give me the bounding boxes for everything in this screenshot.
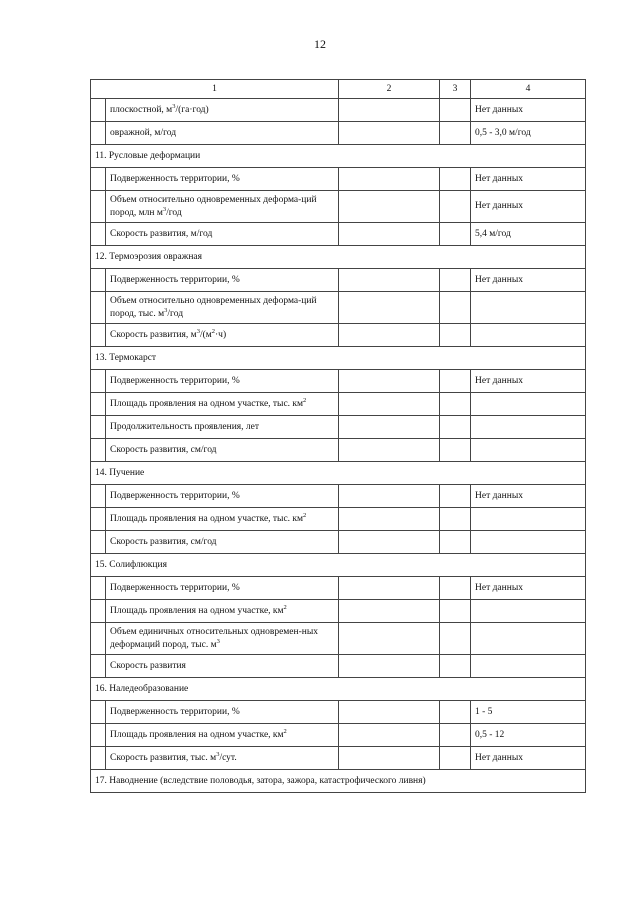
parameter-cell: Подверженность территории, %	[106, 269, 339, 292]
col2-cell	[339, 122, 440, 145]
parameter-cell: Скорость развития, см/год	[106, 439, 339, 462]
indent-cell	[91, 724, 106, 747]
value-cell	[471, 324, 586, 347]
col2-cell	[339, 99, 440, 122]
value-cell: 0,5 - 12	[471, 724, 586, 747]
col2-cell	[339, 269, 440, 292]
value-cell: Нет данных	[471, 485, 586, 508]
col2-cell	[339, 531, 440, 554]
table-row	[91, 531, 586, 554]
col3-cell	[440, 292, 471, 324]
indent-cell	[91, 269, 106, 292]
value-cell: 0,5 - 3,0 м/год	[471, 122, 586, 145]
value-cell: Нет данных	[471, 370, 586, 393]
col3-cell	[440, 439, 471, 462]
superscript-3: 3	[172, 102, 176, 110]
parameter-cell: Площадь проявления на одном участке, тыс. $км^2$	[106, 508, 339, 531]
table-row	[91, 292, 586, 324]
parameter-cell: овражной, м/год	[106, 122, 339, 145]
value-cell	[471, 393, 586, 416]
value-cell	[471, 655, 586, 678]
indent-cell	[91, 531, 106, 554]
table-body	[91, 80, 586, 793]
superscript-3: 3	[216, 637, 220, 645]
col3-cell	[440, 324, 471, 347]
col3-cell	[440, 577, 471, 600]
parameter-cell: Объем относительно одновременных деформа-ций пород, тыс. $м^3$/год	[106, 292, 339, 324]
col3-cell	[440, 269, 471, 292]
table-row	[91, 223, 586, 246]
header-col-4: 4	[471, 80, 586, 99]
section-title: 17. Наводнение (вследствие половодья, затора, зажора, катастрофического ливня)	[91, 770, 586, 793]
col2-cell	[339, 191, 440, 223]
indent-cell	[91, 600, 106, 623]
table-row	[91, 99, 586, 122]
value-cell	[471, 508, 586, 531]
col2-cell	[339, 223, 440, 246]
col3-cell	[440, 623, 471, 655]
col3-cell	[440, 122, 471, 145]
section-row	[91, 770, 586, 793]
parameter-cell: Скорость развития, см/год	[106, 531, 339, 554]
indent-cell	[91, 623, 106, 655]
col2-cell	[339, 508, 440, 531]
table-row	[91, 577, 586, 600]
value-cell	[471, 623, 586, 655]
indent-cell	[91, 655, 106, 678]
parameter-cell: Подверженность территории, %	[106, 701, 339, 724]
section-title: 11. Русловые деформации	[91, 145, 586, 168]
superscript-2: 2	[303, 511, 307, 519]
col3-cell	[440, 191, 471, 223]
parameter-cell: Площадь проявления на одном участке, $км^2$	[106, 600, 339, 623]
section-row	[91, 678, 586, 701]
value-cell: Нет данных	[471, 168, 586, 191]
col2-cell	[339, 292, 440, 324]
indent-cell	[91, 99, 106, 122]
table-header-row	[91, 80, 586, 99]
section-title: 12. Термоэрозия овражная	[91, 246, 586, 269]
parameter-cell: Скорость развития, м/год	[106, 223, 339, 246]
indent-cell	[91, 701, 106, 724]
col2-cell	[339, 724, 440, 747]
superscript-2: 2	[283, 603, 287, 611]
data-table	[90, 79, 586, 793]
header-col-3: 3	[440, 80, 471, 99]
col3-cell	[440, 223, 471, 246]
value-cell	[471, 439, 586, 462]
parameter-cell: Скорость развития	[106, 655, 339, 678]
col2-cell	[339, 416, 440, 439]
col2-cell	[339, 370, 440, 393]
parameter-cell: Подверженность территории, %	[106, 370, 339, 393]
superscript-3: 3	[162, 205, 167, 213]
indent-cell	[91, 292, 106, 324]
value-cell: Нет данных	[471, 99, 586, 122]
indent-cell	[91, 577, 106, 600]
indent-cell	[91, 485, 106, 508]
value-cell: Нет данных	[471, 747, 586, 770]
indent-cell	[91, 122, 106, 145]
table-row	[91, 747, 586, 770]
superscript-3: 3	[216, 750, 220, 758]
parameter-cell: Подверженность территории, %	[106, 485, 339, 508]
table-row	[91, 370, 586, 393]
value-cell	[471, 416, 586, 439]
indent-cell	[91, 223, 106, 246]
indent-cell	[91, 370, 106, 393]
table-row	[91, 269, 586, 292]
col3-cell	[440, 701, 471, 724]
superscript-2: 2	[211, 327, 216, 335]
superscript-2: 2	[283, 727, 287, 735]
col2-cell	[339, 623, 440, 655]
indent-cell	[91, 508, 106, 531]
table-row	[91, 439, 586, 462]
col3-cell	[440, 168, 471, 191]
table-row	[91, 508, 586, 531]
page-number: 12	[314, 37, 326, 51]
col3-cell	[440, 393, 471, 416]
col3-cell	[440, 99, 471, 122]
col2-cell	[339, 168, 440, 191]
col2-cell	[339, 577, 440, 600]
section-title: 15. Солифлюкция	[91, 554, 586, 577]
table-row	[91, 122, 586, 145]
table-row	[91, 324, 586, 347]
col2-cell	[339, 600, 440, 623]
col3-cell	[440, 747, 471, 770]
col2-cell	[339, 393, 440, 416]
superscript-2: 2	[303, 396, 307, 404]
col3-cell	[440, 600, 471, 623]
col3-cell	[440, 724, 471, 747]
indent-cell	[91, 168, 106, 191]
section-row	[91, 145, 586, 168]
value-cell: 5,4 м/год	[471, 223, 586, 246]
col3-cell	[440, 655, 471, 678]
parameter-cell: Объем единичных относительных одновремен-ных деформаций пород, тыс. $м^3$	[106, 623, 339, 655]
value-cell	[471, 600, 586, 623]
parameter-cell: плоскостной, $м^3/(га\cdot год)$	[106, 99, 339, 122]
indent-cell	[91, 191, 106, 223]
parameter-cell: Скорость развития, $м^3/(м^2\cdot ч)$	[106, 324, 339, 347]
col3-cell	[440, 370, 471, 393]
section-row	[91, 554, 586, 577]
parameter-cell: Скорость развития, тыс. $м^3$/сут.	[106, 747, 339, 770]
header-col-1: 1	[91, 80, 339, 99]
section-title: 16. Наледеобразование	[91, 678, 586, 701]
indent-cell	[91, 416, 106, 439]
value-cell: Нет данных	[471, 269, 586, 292]
col2-cell	[339, 655, 440, 678]
col2-cell	[339, 701, 440, 724]
parameter-cell: Площадь проявления на одном участке, $км^2$	[106, 724, 339, 747]
parameter-cell: Продолжительность проявления, лет	[106, 416, 339, 439]
section-title: 13. Термокарст	[91, 347, 586, 370]
superscript-3: 3	[164, 306, 168, 314]
value-cell: Нет данных	[471, 191, 586, 223]
indent-cell	[91, 393, 106, 416]
table-row	[91, 485, 586, 508]
table-row	[91, 623, 586, 655]
col2-cell	[339, 485, 440, 508]
col3-cell	[440, 531, 471, 554]
col3-cell	[440, 416, 471, 439]
value-cell	[471, 292, 586, 324]
table-row	[91, 416, 586, 439]
table-row	[91, 191, 586, 223]
value-cell	[471, 531, 586, 554]
col2-cell	[339, 439, 440, 462]
section-row	[91, 246, 586, 269]
table-row	[91, 168, 586, 191]
header-col-2: 2	[339, 80, 440, 99]
table-row	[91, 393, 586, 416]
indent-cell	[91, 324, 106, 347]
parameter-cell: Подверженность территории, %	[106, 577, 339, 600]
col2-cell	[339, 324, 440, 347]
section-row	[91, 347, 586, 370]
col3-cell	[440, 508, 471, 531]
table-row	[91, 600, 586, 623]
table-row	[91, 724, 586, 747]
indent-cell	[91, 747, 106, 770]
col3-cell	[440, 485, 471, 508]
value-cell: Нет данных	[471, 577, 586, 600]
value-cell: 1 - 5	[471, 701, 586, 724]
parameter-cell: Площадь проявления на одном участке, тыс. $км^2$	[106, 393, 339, 416]
superscript-3: 3	[196, 327, 200, 335]
section-title: 14. Пучение	[91, 462, 586, 485]
table-row	[91, 655, 586, 678]
parameter-cell: Объем относительно одновременных деформа-ций пород, млн $м^3$/год	[106, 191, 339, 223]
section-row	[91, 462, 586, 485]
indent-cell	[91, 439, 106, 462]
table-row	[91, 701, 586, 724]
parameter-cell: Подверженность территории, %	[106, 168, 339, 191]
col2-cell	[339, 747, 440, 770]
